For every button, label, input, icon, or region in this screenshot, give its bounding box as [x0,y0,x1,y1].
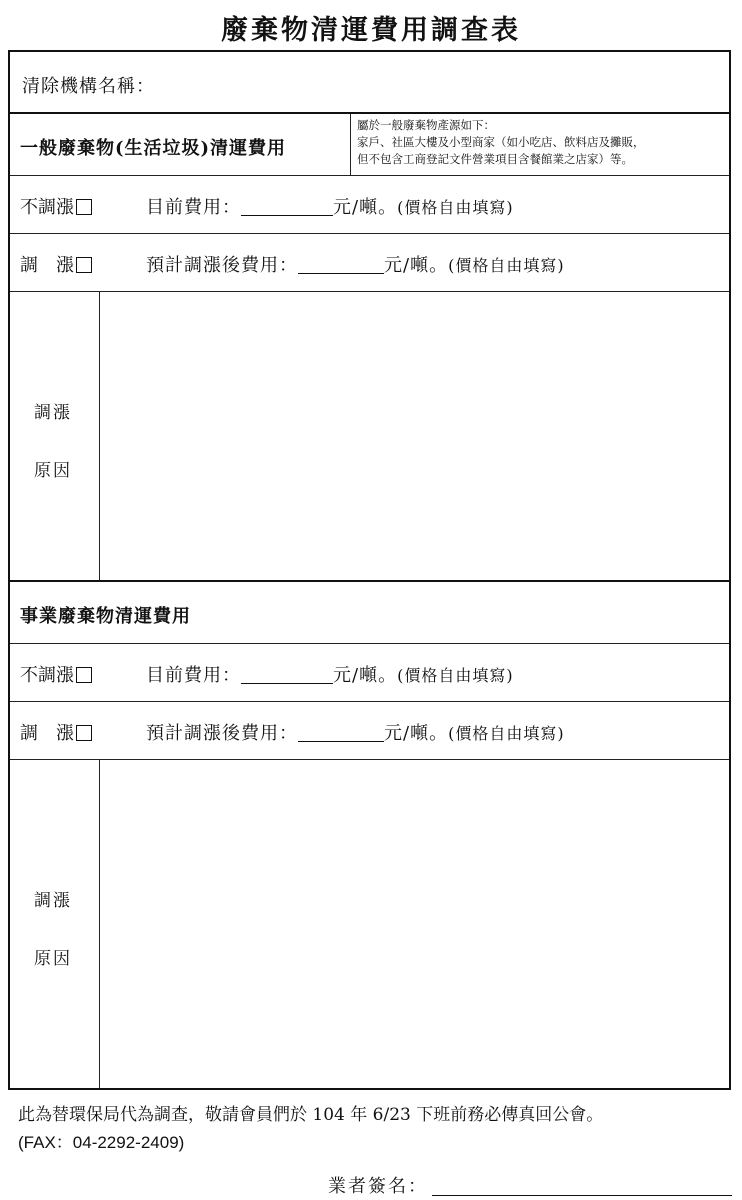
reason-input-area[interactable] [100,292,729,580]
unit-label: 元/噸。 [384,255,449,276]
signature-field[interactable] [432,1177,732,1196]
increase-checkbox[interactable] [76,257,92,273]
section1-increase-row [10,234,729,292]
section1-source-note [350,114,729,175]
no-increase-label: 不調漲 [20,197,74,218]
org-name-row [10,52,729,114]
section2-heading: 事業廢棄物清運費用 [20,606,191,627]
section2-increase-row [10,702,729,760]
reason-label-line1: 調漲 [34,891,72,911]
no-increase-option [20,193,92,219]
price-note: (價格自由填寫) [448,256,565,275]
signature-label: 業者簽名： [328,1176,428,1197]
expected-fee-label: 預計調漲後費用： [146,255,298,276]
expected-fee-input[interactable] [298,255,384,274]
no-increase-checkbox[interactable] [76,199,92,215]
current-fee-input[interactable] [241,197,333,216]
footer-fax: (FAX：04-2292-2409) [18,1133,185,1152]
note-line: 家戶、社區大樓及小型商家（如小吃店、飲料店及攤販， [357,135,645,149]
footer-notice: 此為替環保局代為調查，敬請會員們於 104 年 6/23 下班前務必傳真回公會。 [18,1105,604,1125]
increase-checkbox[interactable] [76,725,92,741]
unit-label: 元/噸。 [333,665,398,686]
expected-fee-label: 預計調漲後費用： [146,723,298,744]
section2-no-increase-row [10,644,729,702]
section1-no-increase-row [10,176,729,234]
current-fee-input[interactable] [241,665,333,684]
current-fee-line [146,193,514,219]
expected-fee-input[interactable] [298,723,384,742]
survey-form [8,50,731,1090]
section2-heading-row [10,582,729,644]
price-note: (價格自由填寫) [448,724,565,743]
no-increase-label: 不調漲 [20,665,74,686]
increase-label: 調 漲 [20,255,74,276]
reason-label-line1: 調漲 [34,403,72,423]
reason-label-cell [10,292,100,580]
expected-fee-line [146,251,565,277]
org-name-label: 清除機構名稱： [22,76,155,97]
expected-fee-line [146,719,565,745]
increase-option [20,719,92,745]
increase-label: 調 漲 [20,723,74,744]
unit-label: 元/噸。 [384,723,449,744]
increase-option [20,251,92,277]
current-fee-label: 目前費用： [146,665,241,686]
section1-heading: 一般廢棄物(生活垃圾)清運費用 [20,138,287,159]
reason-label-cell [10,760,100,1088]
price-note: (價格自由填寫) [397,666,514,685]
note-line: 屬於一般廢棄物產源如下： [357,118,495,132]
section1-reason-row [10,292,729,582]
current-fee-label: 目前費用： [146,197,241,218]
unit-label: 元/噸。 [333,197,398,218]
reason-label-line2: 原因 [34,949,72,969]
form-title: 廢棄物清運費用調查表 [221,15,521,46]
section2-reason-row [10,760,729,1088]
reason-label-line2: 原因 [34,461,72,481]
reason-input-area[interactable] [100,760,729,1088]
signature-line [328,1172,732,1198]
section1-heading-row [10,114,729,176]
note-line: 但不包含工商登記文件營業項目含餐館業之店家）等。 [357,152,633,166]
no-increase-option [20,661,92,687]
current-fee-line [146,661,514,687]
no-increase-checkbox[interactable] [76,667,92,683]
price-note: (價格自由填寫) [397,198,514,217]
